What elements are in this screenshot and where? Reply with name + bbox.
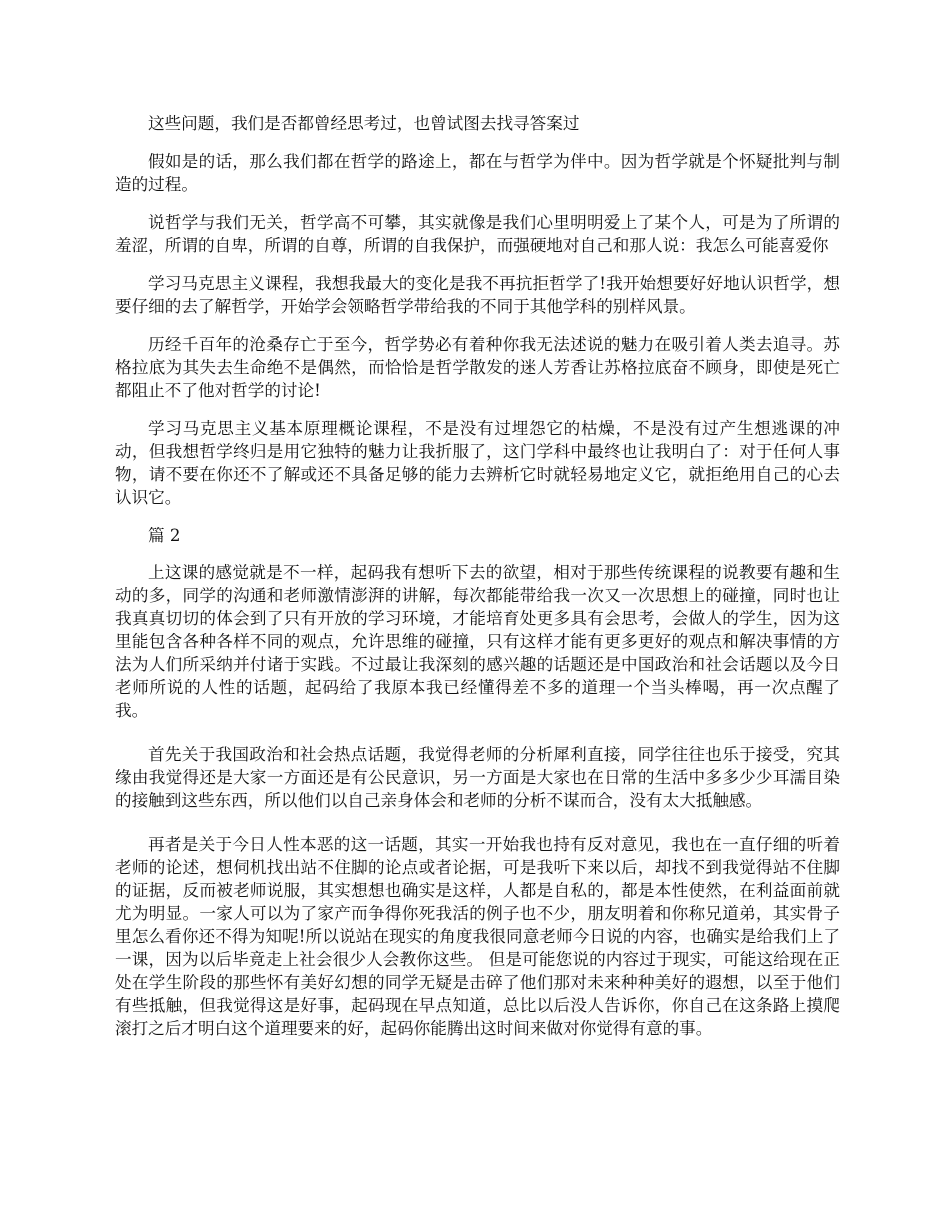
paragraph: 上这课的感觉就是不一样，起码我有想听下去的欲望，相对于那些传统课程的说教要有趣和生动的多，同学的沟通和老师激情澎湃的讲解，每次都能带给我一次又一次思想上的碰撞，同时也让我真真切切的体会到了只有开放的学习环境，才能培育处更多具有会思考，会做人的学生，因为这里能包含各种各样不同的观点，允许思维的碰撞，只有这样才能有更多更好的观点和解决事情的方法为人们所采纳并付诸于实践。不过最让我深刻的感兴趣的话题还是中国政治和社会话题以及今日老师所说的人性的话题，起码给了我原本我已经懂得差不多的道理一个当头棒喝，再一次点醒了我。 <box>115 563 840 720</box>
paragraph: 假如是的话，那么我们都在哲学的路途上，都在与哲学为伴中。因为哲学就是个怀疑批判与制造的过程。 <box>115 152 840 194</box>
paragraph: 学习马克思主义课程，我想我最大的变化是我不再抗拒哲学了!我开始想要好好地认识哲学，想要仔细的去了解哲学，开始学会领略哲学带给我的不同于其他学科的别样风景。 <box>115 274 840 316</box>
paragraph: 再者是关于今日人性本恶的这一话题，其实一开始我也持有反对意见，我也在一直仔细的听着老师的论述，想伺机找出站不住脚的论点或者论据，可是我听下来以后，却找不到我觉得站不住脚的证据，反而被老师说服，其实想想也确实是这样，人都是自私的，都是本性使然，在利益面前就尤为明显。一家人可以为了家产而争得你死我活的例子也不少，朋友明着和你称兄道弟，其实骨子里怎么看你还不得为知呢!所以说站在现实的角度我很同意老师今日说的内容，也确实是给我们上了一课，因为以后毕竟走上社会很少人会教你这些。 但是可能您说的内容过于现实，可能这给现在正处在学生阶段的那些怀有美好幻想的同学无疑是击碎了他们那对未来种种美好的遐想，以至于他们有些抵触，但我觉得这是好事，起码现在早点知道，总比以后没人告诉你，你自己在这条路上摸爬滚打之后才明白这个道理要来的好，起码你能腾出这时间来做对你觉得有意的事。 <box>115 835 840 1038</box>
paragraph: 说哲学与我们无关，哲学高不可攀，其实就像是我们心里明明爱上了某个人，可是为了所谓的羞涩，所谓的自卑，所谓的自尊，所谓的自我保护，而强硬地对自己和那人说：我怎么可能喜爱你 <box>115 213 840 255</box>
paragraph: 历经千百年的沧桑存亡于至今，哲学势必有着种你我无法述说的魅力在吸引着人类去追寻。苏格拉底为其失去生命绝不是偶然，而恰恰是哲学散发的迷人芳香让苏格拉底奋不顾身，即使是死亡都阻止不了他对哲学的讨论! <box>115 335 840 400</box>
section-heading: 篇 2 <box>148 526 181 545</box>
paragraph: 这些问题，我们是否都曾经思考过，也曾试图去找寻答案过 <box>148 114 580 133</box>
document-body <box>115 112 840 1055</box>
paragraph: 首先关于我国政治和社会热点话题，我觉得老师的分析犀利直接，同学往往也乐于接受，究其缘由我觉得还是大家一方面还是有公民意识，另一方面是大家也在日常的生活中多多少少耳濡目染的接触到这些东西，所以他们以自己亲身体会和老师的分析不谋而合，没有太大抵触感。 <box>115 745 840 810</box>
paragraph: 学习马克思主义基本原理概论课程，不是没有过埋怨它的枯燥，不是没有过产生想逃课的冲动，但我想哲学终归是用它独特的魅力让我折服了，这门学科中最终也让我明白了：对于任何人事物，请不要在你还不了解或还不具备足够的能力去辨析它时就轻易地定义它，就拒绝用自己的心去认识它。 <box>115 419 840 507</box>
